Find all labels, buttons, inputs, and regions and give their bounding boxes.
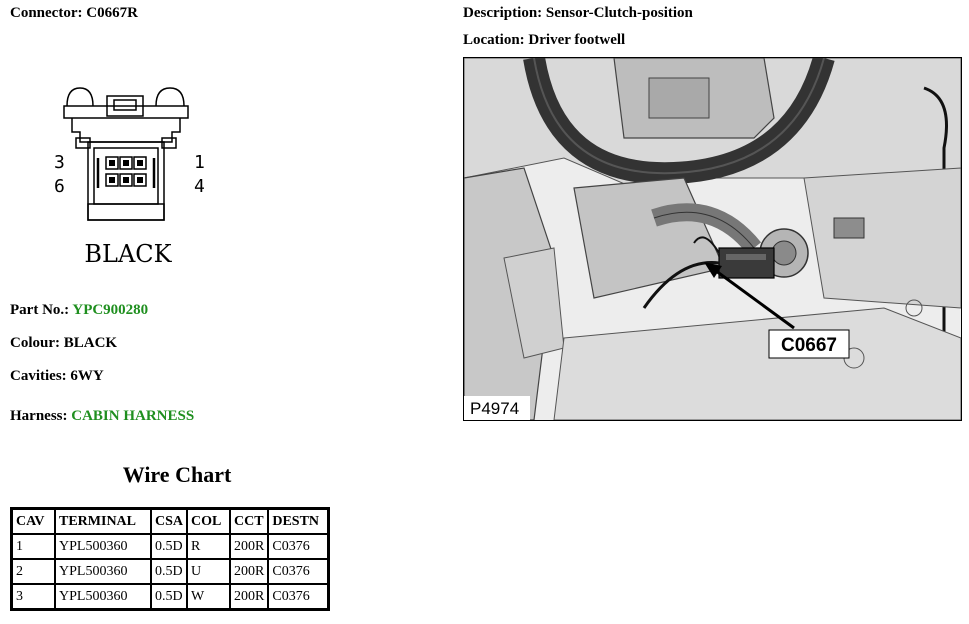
header-cct: CCT: [230, 509, 268, 535]
header-destn: DESTN: [268, 509, 329, 535]
cell-col: W: [187, 584, 230, 610]
pin-label-4: 4: [194, 176, 205, 197]
wire-chart-title: Wire Chart: [122, 462, 232, 487]
header-col: COL: [187, 509, 230, 535]
wire-chart-header-row: [12, 509, 329, 535]
cell-destn: C0376: [268, 534, 329, 559]
connector-field: [10, 5, 138, 22]
colour-field: [10, 335, 117, 352]
colour-value: BLACK: [63, 335, 118, 351]
cavities-value: 6WY: [70, 368, 104, 384]
cell-cct: 200R: [230, 559, 268, 584]
cell-destn: C0376: [268, 584, 329, 610]
cell-cct: 200R: [230, 584, 268, 610]
cell-cav: 1: [12, 534, 56, 559]
header-cav: CAV: [12, 509, 56, 535]
description-value: Sensor-Clutch-position: [545, 5, 693, 21]
table-row: [12, 559, 329, 584]
connector-face-diagram: [50, 80, 210, 270]
cell-terminal: YPL500360: [55, 559, 151, 584]
harness-link[interactable]: CABIN HARNESS: [71, 408, 195, 424]
part-no-link[interactable]: YPC900280: [72, 302, 149, 318]
cell-terminal: YPL500360: [55, 534, 151, 559]
colour-label: Colour:: [10, 335, 60, 351]
photo-figure-id: P4974: [470, 399, 520, 418]
cell-col: U: [187, 559, 230, 584]
header-csa: CSA: [151, 509, 187, 535]
cell-csa: 0.5D: [151, 559, 187, 584]
cell-destn: C0376: [268, 559, 329, 584]
cavities-field: [10, 368, 104, 385]
part-no-field: [10, 302, 148, 319]
harness-field: [10, 408, 194, 425]
cell-terminal: YPL500360: [55, 584, 151, 610]
cell-csa: 0.5D: [151, 584, 187, 610]
location-field: [463, 32, 625, 49]
harness-label: Harness:: [10, 408, 68, 424]
pin-label-6: 6: [54, 176, 65, 197]
part-no-label: Part No.:: [10, 302, 70, 318]
pin-label-1: 1: [194, 152, 205, 173]
table-row: [12, 534, 329, 559]
cell-csa: 0.5D: [151, 534, 187, 559]
connector-value: C0667R: [86, 5, 138, 21]
cell-cct: 200R: [230, 534, 268, 559]
cell-cav: 3: [12, 584, 56, 610]
cell-cav: 2: [12, 559, 56, 584]
connector-label: Connector:: [10, 5, 83, 21]
cavities-label: Cavities:: [10, 368, 67, 384]
photo-callout-label: C0667: [781, 335, 837, 356]
wire-chart-table: [10, 507, 330, 611]
location-photo: [463, 57, 962, 421]
location-label: Location:: [463, 32, 525, 48]
pin-label-3: 3: [54, 152, 65, 173]
table-row: [12, 584, 329, 610]
description-label: Description:: [463, 5, 543, 21]
footwell-illustration: [464, 58, 961, 420]
diagram-colour-text: BLACK: [84, 240, 172, 268]
description-field: [463, 5, 693, 22]
location-value: Driver footwell: [528, 32, 626, 48]
header-terminal: TERMINAL: [55, 509, 151, 535]
cell-col: R: [187, 534, 230, 559]
